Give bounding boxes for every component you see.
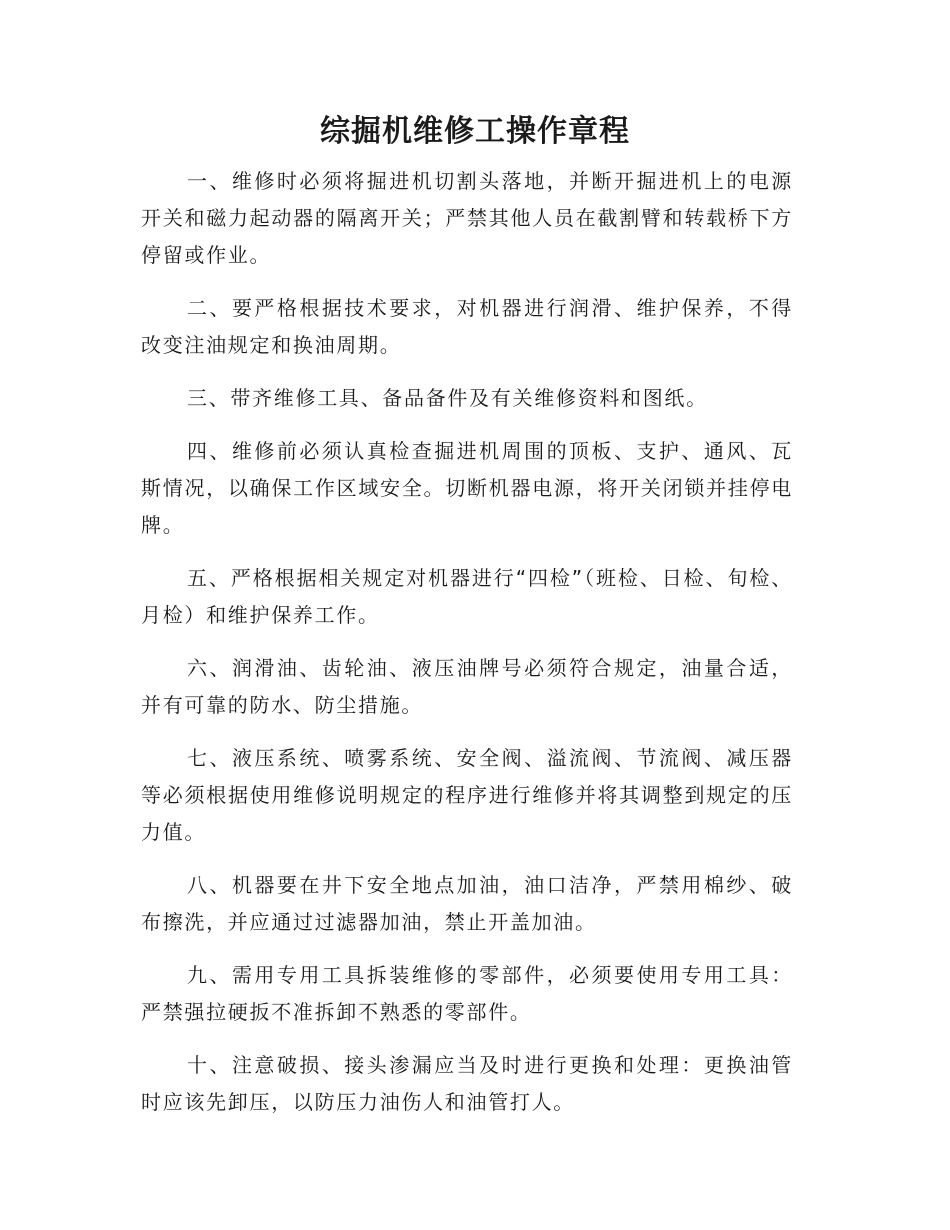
paragraph-9: 九、需用专用工具拆装维修的零部件，必须要使用专用工具：严禁强拉硬扳不准拆卸不熟悉的零部件。 (141, 963, 793, 1024)
paragraph-6: 六、润滑油、齿轮油、液压油牌号必须符合规定，油量合适，并有可靠的防水、防尘措施。 (141, 656, 793, 717)
paragraph-7: 七、液压系统、喷雾系统、安全阀、溢流阀、节流阀、减压器等必须根据使用维修说明规定的程序进行维修并将其调整到规定的压力值。 (141, 746, 793, 844)
paragraph-5: 五、严格根据相关规定对机器进行“四检”（班检、日检、旬检、月检）和维护保养工作。 (141, 566, 793, 627)
document-body (141, 163, 793, 1137)
paragraph-3: 三、带齐维修工具、备品备件及有关维修资料和图纸。 (187, 386, 708, 410)
paragraph-2: 二、要严格根据技术要求，对机器进行润滑、维护保养，不得改变注油规定和换油周期。 (141, 296, 793, 357)
paragraph-1: 一、维修时必须将掘进机切割头落地，并断开掘进机上的电源开关和磁力起动器的隔离开关；严禁其他人员在截割臂和转载桥下方停留或作业。 (141, 169, 793, 267)
document-title: 综掘机维修工操作章程 (320, 114, 630, 149)
paragraph-10: 十、注意破损、接头渗漏应当及时进行更换和处理：更换油管时应该先卸压，以防压力油伤人和油管打人。 (141, 1053, 793, 1114)
paragraph-8: 八、机器要在井下安全地点加油，油口洁净，严禁用棉纱、破布擦洗，并应通过过滤器加油，禁止开盖加油。 (141, 873, 793, 934)
paragraph-4: 四、维修前必须认真检查掘进机周围的顶板、支护、通风、瓦斯情况，以确保工作区域安全。切断机器电源，将开关闭锁并挂停电牌。 (141, 439, 793, 537)
